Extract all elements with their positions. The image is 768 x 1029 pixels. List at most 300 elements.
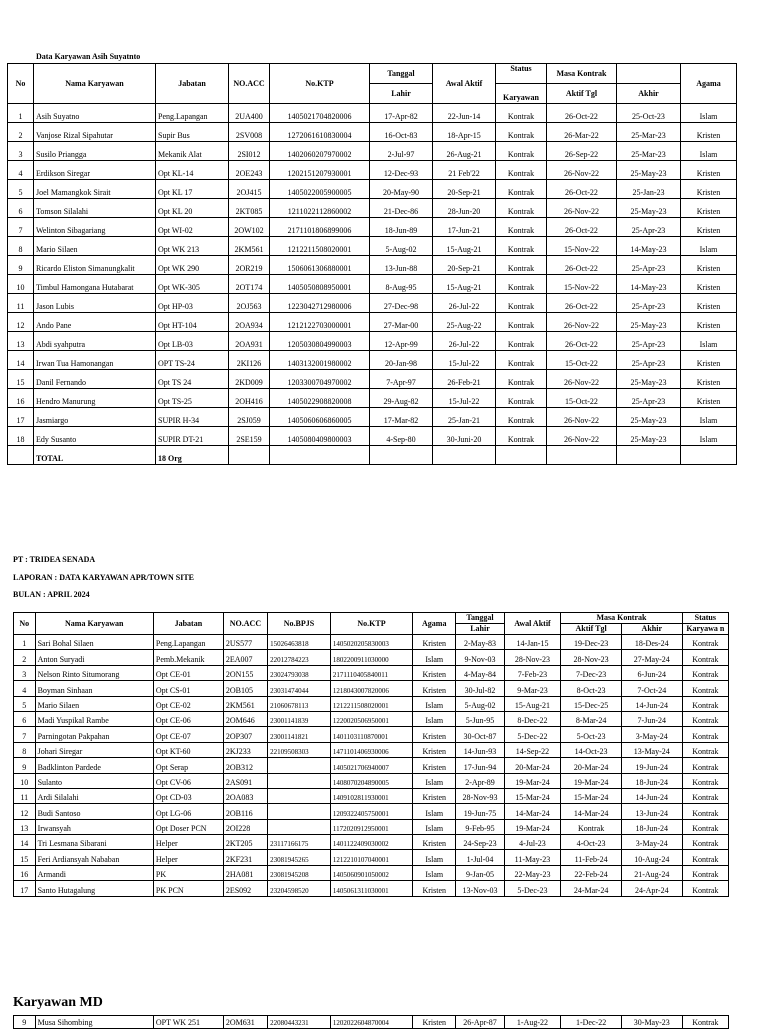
table-cell: Kristen	[681, 275, 737, 294]
col-tanggal: Tanggal	[370, 64, 433, 84]
table-cell: 9-Feb-95	[456, 819, 504, 834]
table-cell: Asih Suyatno	[34, 104, 156, 123]
table-row	[8, 313, 737, 332]
table-cell: Kristen	[413, 635, 456, 650]
table-row	[8, 199, 737, 218]
table-cell	[268, 819, 331, 834]
table-cell: 11-May-23	[504, 850, 561, 865]
table-cell: Kontrak	[682, 650, 728, 665]
table-cell: 21 Feb'22	[433, 161, 496, 180]
table-cell: 25-Mar-23	[617, 123, 681, 142]
table-cell: 9-Jan-05	[456, 865, 504, 880]
table-cell: 8-Mar-24	[561, 711, 622, 726]
table-cell: 19-Dec-23	[561, 635, 622, 650]
table-cell: 26-Nov-22	[547, 161, 617, 180]
table-cell: Kontrak	[496, 199, 547, 218]
table-row	[8, 389, 737, 408]
table-cell: PK PCN	[153, 881, 223, 896]
table-cell: Kristen	[681, 351, 737, 370]
table-cell: 7	[8, 218, 34, 237]
table-cell: Islam	[681, 104, 737, 123]
table-cell: 26-Oct-22	[547, 218, 617, 237]
table-cell: Opt CS-01	[153, 681, 223, 696]
table-cell: Kontrak	[496, 142, 547, 161]
table-cell: Ricardo Eliston Simanungkalit	[34, 256, 156, 275]
col-karyawan: Karyawan	[496, 84, 547, 104]
table-cell: 19-Jun-24	[621, 758, 682, 773]
table-cell: 1	[8, 104, 34, 123]
employee-table-md	[13, 1015, 729, 1029]
table-cell: Opt HP-03	[156, 294, 229, 313]
table-row	[14, 758, 729, 773]
table-cell: 30-Jul-82	[456, 681, 504, 696]
table-cell: 19-Mar-24	[504, 773, 561, 788]
table-cell: 16	[14, 865, 36, 880]
table-row	[8, 180, 737, 199]
col2-masa-kontrak: Masa Kontrak	[561, 613, 682, 624]
table-cell: 26-Apr-87	[456, 1016, 504, 1029]
table-cell: 25-Apr-23	[617, 332, 681, 351]
col2-karyawan: Karyawa n	[682, 624, 728, 635]
table-cell: 26-Oct-22	[547, 256, 617, 275]
table-cell: 1405060901050002	[330, 865, 412, 880]
table-cell: 15-Dec-25	[561, 696, 622, 711]
table-cell: 1209322405750001	[330, 804, 412, 819]
table-cell: 2OJ415	[229, 180, 270, 199]
table-cell: Islam	[413, 711, 456, 726]
table-cell: Opt WK-305	[156, 275, 229, 294]
table-cell: 14-May-23	[617, 275, 681, 294]
table-cell: 20-Mar-24	[561, 758, 622, 773]
table-cell: Opt WK 290	[156, 256, 229, 275]
table-cell: 7-Oct-24	[621, 681, 682, 696]
table-row	[8, 370, 737, 389]
table-cell: Kontrak	[682, 742, 728, 757]
table-cell: 2OA931	[229, 332, 270, 351]
table-cell: 2SE159	[229, 427, 270, 446]
table-cell: 1401103110870001	[330, 727, 412, 742]
table-cell: 26-Jul-22	[433, 294, 496, 313]
table-cell: 17	[8, 408, 34, 427]
table-cell: 25-May-23	[617, 427, 681, 446]
table-row	[14, 727, 729, 742]
table-cell: Peng.Lapangan	[156, 104, 229, 123]
table-cell: 2-Jul-97	[370, 142, 433, 161]
col2-lahir: Lahir	[456, 624, 504, 635]
table-cell: 15-Jul-22	[433, 351, 496, 370]
table-cell: 28-Jun-20	[433, 199, 496, 218]
col-jabatan: Jabatan	[156, 64, 229, 104]
table-cell: 1218043007820006	[330, 681, 412, 696]
table-row	[14, 711, 729, 726]
table-cell: 4-May-84	[456, 665, 504, 680]
table-cell: 29-Aug-82	[370, 389, 433, 408]
table-cell: Kontrak	[496, 161, 547, 180]
table-cell: Kontrak	[682, 727, 728, 742]
table-row	[8, 218, 737, 237]
table-cell: 15	[14, 850, 36, 865]
table-cell: Hendro Manurung	[34, 389, 156, 408]
col-nama: Nama Karyawan	[34, 64, 156, 104]
table-cell: 8	[8, 237, 34, 256]
table-row	[8, 408, 737, 427]
table-cell: Opt TS-25	[156, 389, 229, 408]
table-cell: Kristen	[413, 835, 456, 850]
table-cell: OPT TS-24	[156, 351, 229, 370]
table-cell: Ardi Silalahi	[35, 788, 153, 803]
table-cell: 1403132001980002	[270, 351, 370, 370]
table-row	[14, 788, 729, 803]
table-cell: 6	[14, 711, 36, 726]
table-cell: 14-Sep-22	[504, 742, 561, 757]
table-cell: 6-Jun-24	[621, 665, 682, 680]
table-cell: 18-Jun-89	[370, 218, 433, 237]
table-cell: 14-Mar-24	[504, 804, 561, 819]
table-cell: 5	[14, 696, 36, 711]
table-cell: 1202022604870004	[330, 1016, 412, 1029]
table-cell: 7-Jun-24	[621, 711, 682, 726]
table-cell: Irwansyah	[35, 819, 153, 834]
table-cell: 20-May-90	[370, 180, 433, 199]
table-cell: Kontrak	[682, 773, 728, 788]
table-cell: Badklinton Pardede	[35, 758, 153, 773]
table-cell: 2SV008	[229, 123, 270, 142]
table-row	[8, 294, 737, 313]
table-cell: 19-Jun-75	[456, 804, 504, 819]
table-cell: 30-Juni-20	[433, 427, 496, 446]
table-row	[14, 650, 729, 665]
table-cell: 22-May-23	[504, 865, 561, 880]
table-row	[8, 237, 737, 256]
table-cell: 2OP307	[223, 727, 267, 742]
table-cell: 23031474044	[268, 681, 331, 696]
table-cell: 25-Apr-23	[617, 389, 681, 408]
table-cell: 14-Jun-93	[456, 742, 504, 757]
table-cell: Islam	[413, 696, 456, 711]
table-row	[8, 104, 737, 123]
table-cell: 23001141839	[268, 711, 331, 726]
table-cell: Opt KL 17	[156, 180, 229, 199]
table-row	[14, 835, 729, 850]
table-cell: Islam	[413, 773, 456, 788]
table-cell: 2OA083	[223, 788, 267, 803]
table-cell: 1405022005900005	[270, 180, 370, 199]
table-row	[14, 819, 729, 834]
table-cell: 14-Jun-24	[621, 696, 682, 711]
table-cell: 26-Nov-22	[547, 370, 617, 389]
table-cell: 25-May-23	[617, 370, 681, 389]
table-cell: 2OI228	[223, 819, 267, 834]
table-cell: 17-Jun-94	[456, 758, 504, 773]
table-cell: Kristen	[681, 313, 737, 332]
table-row	[14, 881, 729, 896]
table-cell: 1401122409030002	[330, 835, 412, 850]
table-row	[8, 427, 737, 446]
table-cell: 20-Sep-21	[433, 180, 496, 199]
table-cell: 1220020506950001	[330, 711, 412, 726]
table-cell: Edy Susanto	[34, 427, 156, 446]
table-cell: 2OT174	[229, 275, 270, 294]
col-awal-aktif: Awal Aktif	[433, 64, 496, 104]
table-cell: 25-Mar-23	[617, 142, 681, 161]
table-cell: 11-Feb-24	[561, 850, 622, 865]
table-cell: Islam	[413, 819, 456, 834]
table-cell: Kontrak	[561, 819, 622, 834]
table-cell: Musa Sihombing	[35, 1016, 153, 1029]
table-row	[14, 742, 729, 757]
table-cell: 1172020912950001	[330, 819, 412, 834]
table-cell: Abdi syahputra	[34, 332, 156, 351]
table-cell: Opt WK 213	[156, 237, 229, 256]
table-cell: Islam	[413, 850, 456, 865]
table-cell: Islam	[413, 804, 456, 819]
table-cell: 8-Aug-95	[370, 275, 433, 294]
table-cell: 25-Apr-23	[617, 256, 681, 275]
table-cell: 15	[8, 370, 34, 389]
table-cell: Opt CE-06	[153, 711, 223, 726]
table-cell: 7	[14, 727, 36, 742]
table-cell: 25-Apr-23	[617, 218, 681, 237]
table-cell: Kontrak	[682, 819, 728, 834]
table-cell: 25-May-23	[617, 199, 681, 218]
table-cell: 1405060606860005	[270, 408, 370, 427]
table-row	[8, 351, 737, 370]
table-cell: 26-Oct-22	[547, 180, 617, 199]
table-cell: Kontrak	[682, 758, 728, 773]
table-cell: 23081945208	[268, 865, 331, 880]
table-cell: Johari Siregar	[35, 742, 153, 757]
table-cell: 2ON155	[223, 665, 267, 680]
table-cell: 1471101406930006	[330, 742, 412, 757]
table-cell: Opt Serap	[153, 758, 223, 773]
table-cell: Kontrak	[496, 332, 547, 351]
table-cell: Feri Ardiansyah Nababan	[35, 850, 153, 865]
table-cell: Opt CV-06	[153, 773, 223, 788]
table-cell: Kristen	[413, 665, 456, 680]
table-cell	[268, 804, 331, 819]
table-cell: 18-Jun-24	[621, 773, 682, 788]
table-cell: Helper	[153, 850, 223, 865]
table-cell: Islam	[681, 332, 737, 351]
table-cell: 26-Nov-22	[547, 408, 617, 427]
table-cell: 2US577	[223, 635, 267, 650]
table-cell: Kontrak	[496, 370, 547, 389]
table-cell: 1211022112860002	[270, 199, 370, 218]
table-cell: 2OE243	[229, 161, 270, 180]
table-cell: 7-Apr-97	[370, 370, 433, 389]
table-cell: 13-Nov-03	[456, 881, 504, 896]
table-cell: 20-Sep-21	[433, 256, 496, 275]
table-cell: Kontrak	[682, 635, 728, 650]
table-cell: 27-May-24	[621, 650, 682, 665]
table-cell: 2UA400	[229, 104, 270, 123]
table-cell: 26-Nov-22	[547, 427, 617, 446]
col2-awal-aktif: Awal Aktif	[504, 613, 561, 635]
table-cell: 1205030804990003	[270, 332, 370, 351]
table-cell: 15-Oct-22	[547, 351, 617, 370]
table-cell: Kontrak	[496, 256, 547, 275]
table-cell: 4	[8, 161, 34, 180]
table-cell: Kristen	[681, 161, 737, 180]
table-cell: 16	[8, 389, 34, 408]
col2-noktp: No.KTP	[330, 613, 412, 635]
table-cell: Kristen	[681, 389, 737, 408]
table-cell: Mario Silaen	[35, 696, 153, 711]
table-cell: OPT WK 251	[153, 1016, 223, 1029]
table-cell: Armandi	[35, 865, 153, 880]
table-cell: 14	[14, 835, 36, 850]
table-cell: 2KD009	[229, 370, 270, 389]
table-cell: 15-Aug-21	[433, 275, 496, 294]
table-cell: Joel Mamangkok Sirait	[34, 180, 156, 199]
table-cell: 4-Sep-80	[370, 427, 433, 446]
table-cell: 17-Apr-82	[370, 104, 433, 123]
table-cell: 2ES092	[223, 881, 267, 896]
table-row	[14, 1016, 729, 1029]
table-cell: Kristen	[681, 218, 737, 237]
table-cell: PK	[153, 865, 223, 880]
table-cell: 5	[8, 180, 34, 199]
table-cell: 1405020205830003	[330, 635, 412, 650]
table-cell: 15-Oct-22	[547, 389, 617, 408]
table-cell: 2SJ059	[229, 408, 270, 427]
table-cell: 21060678113	[268, 696, 331, 711]
table-cell: 9	[8, 256, 34, 275]
col-aktif-tgl: Aktif Tgl	[547, 84, 617, 104]
table-cell: 28-Nov-23	[504, 650, 561, 665]
table-cell: 2171101806899006	[270, 218, 370, 237]
col-masa-kontrak: Masa Kontrak	[547, 64, 617, 84]
table-cell: 23117166175	[268, 835, 331, 850]
table-cell: 13	[8, 332, 34, 351]
col-noktp: No.KTP	[270, 64, 370, 104]
table-cell: 9	[14, 758, 36, 773]
table-cell: Susilo Priangga	[34, 142, 156, 161]
table-cell: Kontrak	[496, 275, 547, 294]
table-cell: 25-Jan-21	[433, 408, 496, 427]
table-cell: Kontrak	[682, 1016, 728, 1029]
table-cell: Islam	[681, 142, 737, 161]
table-row	[8, 275, 737, 294]
table-cell: Boyman Sinhaan	[35, 681, 153, 696]
table-cell: Opt KT-60	[153, 742, 223, 757]
table-cell: 26-Oct-22	[547, 332, 617, 351]
table-cell: Peng.Lapangan	[153, 635, 223, 650]
table-cell: 5-Jun-95	[456, 711, 504, 726]
table-cell: Kontrak	[496, 351, 547, 370]
table-cell: Kristen	[413, 681, 456, 696]
col-status: Status	[496, 64, 547, 84]
table-cell: Kristen	[413, 881, 456, 896]
table-cell	[268, 788, 331, 803]
table-cell: 23024793038	[268, 665, 331, 680]
table-cell: Kontrak	[682, 665, 728, 680]
table-cell: 2OW102	[229, 218, 270, 237]
table-cell: 2OH416	[229, 389, 270, 408]
table-cell: 1-Aug-22	[504, 1016, 561, 1029]
table-cell: 26-Nov-22	[547, 199, 617, 218]
table-cell: Nelson Rinto Situmorang	[35, 665, 153, 680]
table-cell: 22-Feb-24	[561, 865, 622, 880]
table-cell: 1405050808950001	[270, 275, 370, 294]
table-cell: 15-Aug-21	[433, 237, 496, 256]
table-cell: 25-Apr-23	[617, 351, 681, 370]
table-cell: Parningotan Pakpahan	[35, 727, 153, 742]
table-row	[14, 850, 729, 865]
table-cell: 22-Jun-14	[433, 104, 496, 123]
table-cell: 1405022908820008	[270, 389, 370, 408]
table-cell: 15-Jul-22	[433, 389, 496, 408]
table-cell: SUPIR H-34	[156, 408, 229, 427]
table-cell: 13-Jun-88	[370, 256, 433, 275]
table-cell: 20-Mar-24	[504, 758, 561, 773]
table-cell: 21-Dec-86	[370, 199, 433, 218]
table-cell: 27-Mar-00	[370, 313, 433, 332]
table-cell: 1212211508020001	[270, 237, 370, 256]
table-row	[14, 696, 729, 711]
table-cell: 1202151207930001	[270, 161, 370, 180]
company-name: PT : TRIDEA SENADA	[13, 555, 96, 564]
table-cell: Kontrak	[496, 237, 547, 256]
table-cell: 2OM631	[223, 1016, 267, 1029]
table-cell: 5-Oct-23	[561, 727, 622, 742]
table-cell: 24-Mar-24	[561, 881, 622, 896]
table-cell: 2KJ233	[223, 742, 267, 757]
table-cell: Sulanto	[35, 773, 153, 788]
table-cell: 1212122703000001	[270, 313, 370, 332]
table-cell: Madi Yuspikal Rambe	[35, 711, 153, 726]
table-cell: 1402060207970002	[270, 142, 370, 161]
table-cell: Kristen	[681, 199, 737, 218]
table-cell: Kontrak	[496, 218, 547, 237]
table-cell: Kristen	[413, 727, 456, 742]
table-cell: 22109508303	[268, 742, 331, 757]
table-cell: 17-Mar-82	[370, 408, 433, 427]
table-cell: 1405021704820006	[270, 104, 370, 123]
table-cell: 17	[14, 881, 36, 896]
table-cell: Budi Santoso	[35, 804, 153, 819]
table-cell: 26-Sep-22	[547, 142, 617, 161]
table-cell: Islam	[681, 427, 737, 446]
table-cell: Irwan Tua Hamonangan	[34, 351, 156, 370]
table-cell: 15-Mar-24	[561, 788, 622, 803]
table-cell: Kontrak	[496, 104, 547, 123]
table-cell: Ando Pane	[34, 313, 156, 332]
table-cell: Kontrak	[682, 881, 728, 896]
col2-akhir: Akhir	[621, 624, 682, 635]
table-row	[8, 332, 737, 351]
table-cell: 9-Mar-23	[504, 681, 561, 696]
employee-table-asih	[7, 63, 737, 465]
table-cell: 2KT085	[229, 199, 270, 218]
table-cell: 25-Aug-22	[433, 313, 496, 332]
table-cell: Opt LB-03	[156, 332, 229, 351]
table-cell: Opt HT-104	[156, 313, 229, 332]
table-cell: 2EA007	[223, 650, 267, 665]
table-cell: 15-Nov-22	[547, 275, 617, 294]
table-cell: 2OB116	[223, 804, 267, 819]
table-cell: 1212211508020001	[330, 696, 412, 711]
table-cell: Anton Suryadi	[35, 650, 153, 665]
table-cell: Kontrak	[496, 427, 547, 446]
table-cell: 26-Oct-22	[547, 104, 617, 123]
table-cell: 18-Apr-15	[433, 123, 496, 142]
table-cell: 2HA081	[223, 865, 267, 880]
table-cell: Sari Bohal Silaen	[35, 635, 153, 650]
table-cell: 2KT205	[223, 835, 267, 850]
table-cell: 12-Apr-99	[370, 332, 433, 351]
table-cell: 19-Mar-24	[561, 773, 622, 788]
